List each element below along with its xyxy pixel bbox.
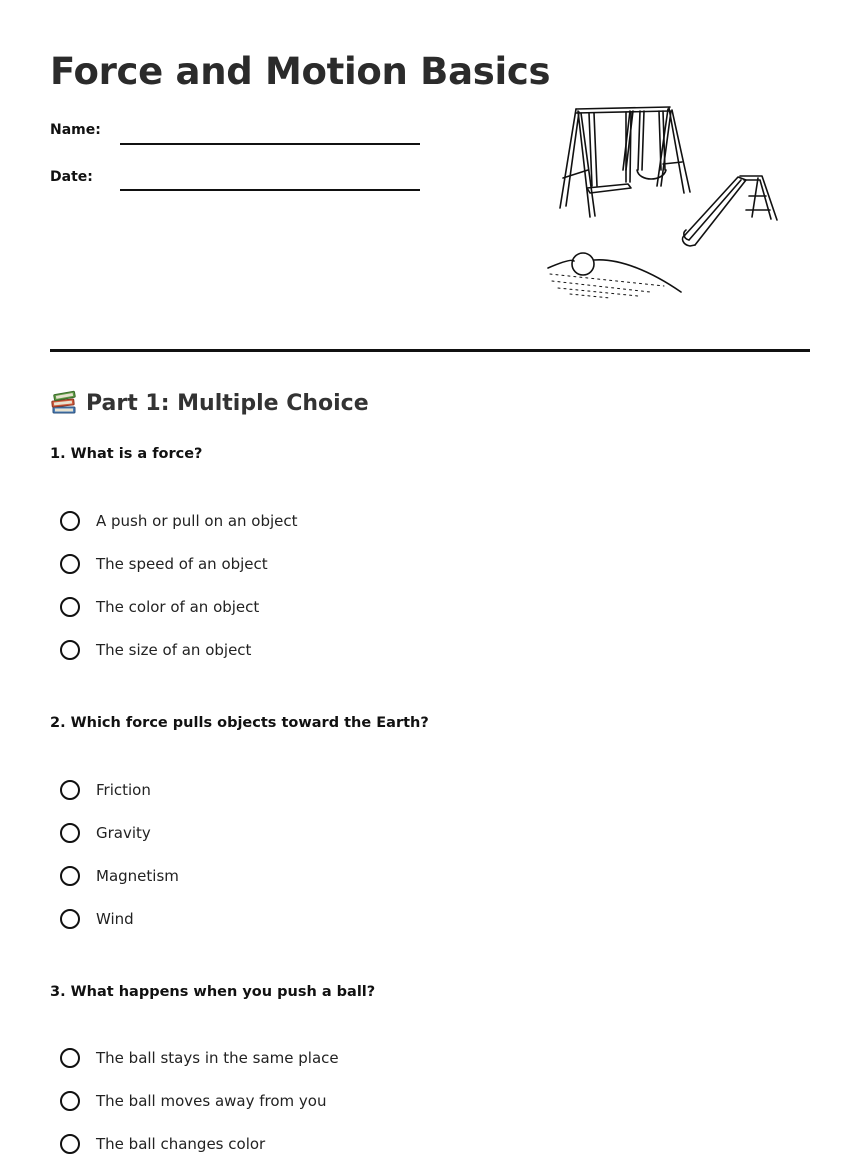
q3-option-a[interactable]: The ball stays in the same place	[60, 1048, 339, 1068]
name-label: Name:	[50, 122, 101, 138]
radio-button[interactable]	[60, 640, 80, 660]
worksheet-title: Force and Motion Basics	[50, 50, 551, 93]
q2-option-b[interactable]: Gravity	[60, 823, 151, 843]
radio-button[interactable]	[60, 823, 80, 843]
q1-option-d[interactable]: The size of an object	[60, 640, 251, 660]
q3-option-b[interactable]: The ball moves away from you	[60, 1091, 327, 1111]
q2-option-c[interactable]: Magnetism	[60, 866, 179, 886]
q2-option-a[interactable]: Friction	[60, 780, 151, 800]
date-label: Date:	[50, 169, 93, 185]
radio-button[interactable]	[60, 909, 80, 929]
radio-button[interactable]	[60, 554, 80, 574]
section-divider	[50, 349, 810, 352]
radio-button[interactable]	[60, 1048, 80, 1068]
radio-button[interactable]	[60, 866, 80, 886]
q2-option-d[interactable]: Wind	[60, 909, 134, 929]
radio-button[interactable]	[60, 597, 80, 617]
section-title	[50, 389, 369, 417]
section-title-text: Part 1: Multiple Choice	[86, 390, 369, 416]
radio-button[interactable]	[60, 1091, 80, 1111]
radio-button[interactable]	[60, 1134, 80, 1154]
name-field[interactable]	[120, 143, 420, 145]
q1-option-c[interactable]: The color of an object	[60, 597, 259, 617]
radio-button[interactable]	[60, 511, 80, 531]
q1-option-b[interactable]: The speed of an object	[60, 554, 268, 574]
date-field[interactable]	[120, 189, 420, 191]
question-3: 3. What happens when you push a ball?	[50, 984, 376, 1000]
q1-option-a[interactable]: A push or pull on an object	[60, 511, 298, 531]
books-icon	[50, 389, 78, 417]
question-1: 1. What is a force?	[50, 446, 203, 462]
playground-illustration	[540, 100, 790, 309]
question-2: 2. Which force pulls objects toward the Earth?	[50, 715, 429, 731]
q3-option-c[interactable]: The ball changes color	[60, 1134, 265, 1154]
radio-button[interactable]	[60, 780, 80, 800]
